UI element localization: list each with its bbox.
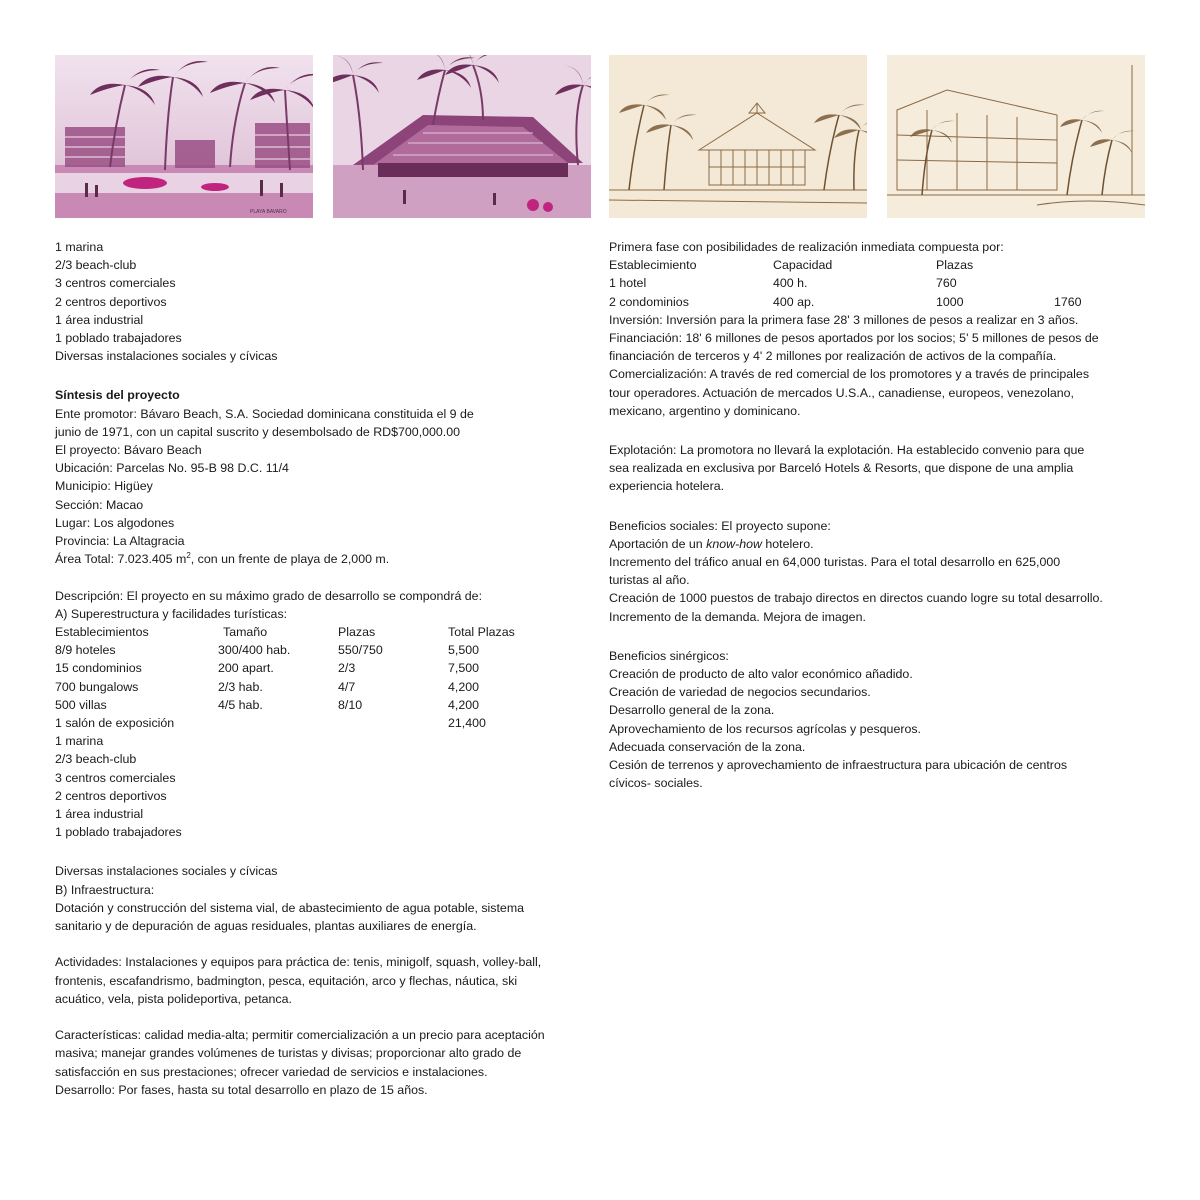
finance-line: Comercialización: A través de red comercial de los promotores y a través de principales <box>609 367 1090 382</box>
synergy-line: Desarrollo general de la zona. <box>609 703 775 718</box>
hotel-block-sketch-image <box>887 55 1145 218</box>
table-header-row: Establecimientos Tamaño Plazas Total Plazas <box>55 625 515 640</box>
phase-header-row: Establecimiento Capacidad Plazas <box>609 258 974 273</box>
facility-item: 1 área industrial <box>55 806 144 821</box>
finance-line: Inversión: Inversión para la primera fase 28' 3 millones de pesos a realizar en 3 años. <box>609 312 1079 327</box>
facility-item: 1 marina <box>55 734 104 749</box>
total-area-line: Área Total: 7.023.405 $m^2$, con un frente de playa de 2,000 m. <box>55 551 390 567</box>
facility-item: 1 poblado trabajadores <box>55 825 182 840</box>
facility-item: 3 centros comerciales <box>55 770 176 785</box>
beach-club-pavilion-rendering-image <box>333 55 591 218</box>
synergy-line: Cesión de terrenos y aprovechamiento de infraestructura para ubicación de centros <box>609 758 1068 773</box>
facility-item: 2/3 beach-club <box>55 258 137 273</box>
synergy-line: cívicos- sociales. <box>609 776 703 791</box>
table-total-row: 1 salón de exposición 21,400 <box>55 715 486 730</box>
social-benefit-line: Creación de 1000 puestos de trabajo directos en directos cuando logre su total desarrollo. <box>609 591 1103 606</box>
synthesis-line: junio de 1971, con un capital suscrito y desembolsado de RD$700,000.00 <box>55 424 461 439</box>
table-row: 700 bungalows 2/3 hab. 4/7 4,200 <box>55 679 480 694</box>
social-benefits-heading: Beneficios sociales: El proyecto supone: <box>609 518 831 533</box>
left-text-column <box>55 238 580 1099</box>
synthesis-line: Provincia: La Altagracia <box>55 534 185 549</box>
synergy-line: Creación de producto de alto valor económico añadido. <box>609 667 913 682</box>
infra-line: Dotación y construcción del sistema vial, de abastecimiento de agua potable, sistema <box>55 900 525 915</box>
synthesis-line: Lugar: Los algodones <box>55 515 175 530</box>
infra-line: sanitario y de depuración de aguas residuales, plantas auxiliares de energía. <box>55 919 477 933</box>
synthesis-line: El proyecto: Bávaro Beach <box>55 443 202 458</box>
section-a-heading: A) Superestructura y facilidades turísticas: <box>55 606 288 621</box>
characteristics-line: Características: calidad media-alta; permitir comercialización a un precio para aceptación <box>55 1028 545 1043</box>
finance-line: tour operadores. Actuación de mercados U.S.A., canadiense, europeos, venezolano, <box>609 385 1074 400</box>
synergy-line: Aprovechamiento de los recursos agrícolas y pesqueros. <box>609 721 921 736</box>
facility-item: 2/3 beach-club <box>55 752 137 767</box>
finance-line: mexicano, argentino y dominicano. <box>609 403 801 418</box>
synthesis-line: Municipio: Higüey <box>55 479 153 494</box>
phase-row: 1 hotel 400 h. 760 <box>609 276 957 291</box>
synthesis-heading: Síntesis del proyecto <box>55 388 180 403</box>
synergy-line: Creación de variedad de negocios secundarios. <box>609 685 871 700</box>
exploitation-line: sea realizada en exclusiva por Barceló Hotels & Resorts, que dispone de una amplia <box>609 461 1074 476</box>
facility-item: Diversas instalaciones sociales y cívicas <box>55 349 278 364</box>
synthesis-line: Ente promotor: Bávaro Beach, S.A. Sociedad dominicana constituida el 9 de <box>55 406 474 421</box>
characteristics-line: satisfacción en sus prestaciones; ofrecer variedad de servicios e instalaciones. <box>55 1064 488 1079</box>
social-benefit-line: Incremento del tráfico anual en 64,000 turistas. Para el total desarrollo en 625,000 <box>609 555 1061 569</box>
facility-item: 2 centros deportivos <box>55 788 167 803</box>
section-b-heading: B) Infraestructura: <box>55 882 155 897</box>
table-row: 500 villas 4/5 hab. 8/10 4,200 <box>55 697 480 712</box>
phase-row: 2 condominios 400 ap. 1000 1760 <box>609 294 1082 309</box>
synthesis-line: Ubicación: Parcelas No. 95-B 98 D.C. 11/4 <box>55 461 289 476</box>
table-row: 8/9 hoteles 300/400 hab. 550/750 5,500 <box>55 643 480 658</box>
description-line: Descripción: El proyecto en su máximo grado de desarrollo se compondrá de: <box>55 588 483 603</box>
activities-line: frontenis, escafandrismo, badmington, pesca, equitación, arco y flechas, náutica, ski <box>55 973 518 988</box>
resort-pool-rendering-image <box>55 55 313 218</box>
activities-line: acuático, vela, pista polideportiva, petanca. <box>55 991 292 1006</box>
activities-line: Actividades: Instalaciones y equipos para práctica de: tenis, minigolf, squash, volley-ball, <box>55 955 542 970</box>
facility-item: 1 marina <box>55 240 104 254</box>
right-text-column <box>609 238 1149 792</box>
social-benefit-line: Incremento de la demanda. Mejora de imagen. <box>609 609 866 624</box>
exploitation-line: experiencia hotelera. <box>609 479 725 494</box>
facility-item: Diversas instalaciones sociales y cívicas <box>55 864 278 879</box>
gazebo-pavilion-sketch-image <box>609 55 867 218</box>
facility-item: 1 poblado trabajadores <box>55 331 182 346</box>
social-benefit-line: turistas al año. <box>609 573 690 588</box>
finance-line: Financiación: 18' 6 millones de pesos aportados por los socios; 5' 5 millones de pesos de <box>609 330 1099 345</box>
characteristics-line: masiva; manejar grandes volúmenes de turistas y divisas; proporcionar alto grado de <box>55 1046 522 1061</box>
facility-item: 1 área industrial <box>55 312 144 327</box>
facility-item: 3 centros comerciales <box>55 276 176 291</box>
synthesis-line: Sección: Macao <box>55 497 144 512</box>
social-benefit-line: Aportación de un know-how hotelero. <box>609 536 814 551</box>
facility-item: 2 centros deportivos <box>55 294 167 309</box>
synergy-line: Adecuada conservación de la zona. <box>609 739 806 754</box>
phase-intro: Primera fase con posibilidades de realización inmediata compuesta por: <box>609 240 1004 254</box>
table-row: 15 condominios 200 apart. 2/3 7,500 <box>55 661 480 676</box>
exploitation-line: Explotación: La promotora no llevará la explotación. Ha establecido convenio para que <box>609 442 1085 457</box>
development-line: Desarrollo: Por fases, hasta su total desarrollo en plazo de 15 años. <box>55 1082 428 1097</box>
finance-line: financiación de terceros y 4' 2 millones por realización de activos de la compañía. <box>609 349 1057 364</box>
image-caption: PLAYA BAVARO <box>250 209 287 215</box>
synergy-benefits-heading: Beneficios sinérgicos: <box>609 648 729 663</box>
